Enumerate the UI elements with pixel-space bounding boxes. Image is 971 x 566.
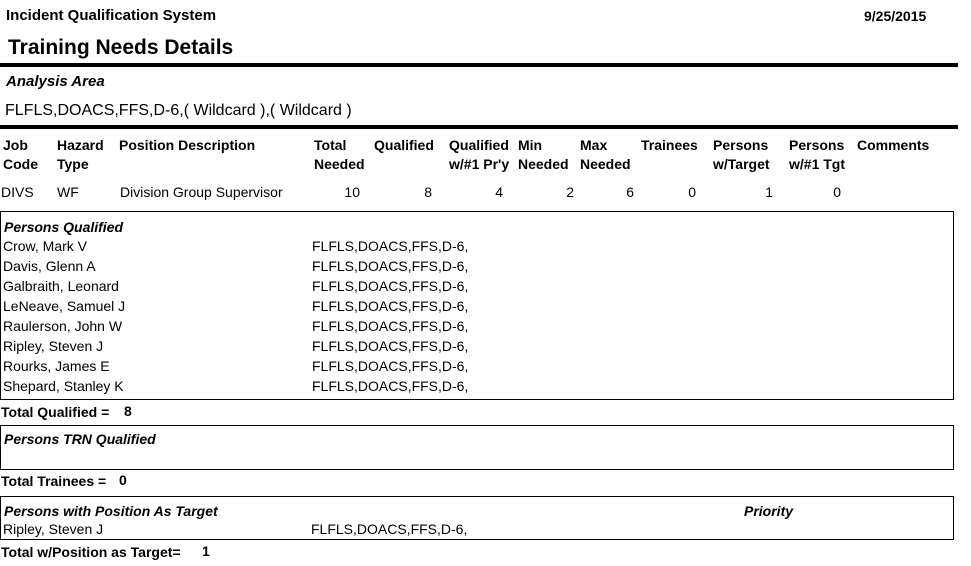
system-title: Incident Qualification System [6, 7, 217, 24]
person-area: FLFLS,DOACS,FFS,D-6, [312, 238, 469, 254]
total-target-value: 1 [202, 543, 210, 559]
col-total-needed: Total Needed [314, 137, 365, 172]
report-date: 9/25/2015 [864, 8, 927, 24]
job-code: DIVS [1, 184, 34, 200]
person-name: Shepard, Stanley K [3, 378, 124, 394]
person-area: FLFLS,DOACS,FFS,D-6, [312, 358, 469, 374]
total-trainees-label: Total Trainees = [1, 473, 107, 489]
person-area: FLFLS,DOACS,FFS,D-6, [312, 378, 469, 394]
person-name: Raulerson, John W [3, 318, 123, 334]
persons-target-heading: Persons with Position As Target [4, 503, 218, 519]
col-qualified-pry: Qualified w/#1 Pr'y [449, 137, 510, 172]
person-name: Ripley, Steven J [3, 338, 104, 354]
qualified-pry-value: 4 [495, 184, 503, 200]
analysis-area-heading: Analysis Area [6, 73, 105, 90]
person-area: FLFLS,DOACS,FFS,D-6, [312, 278, 469, 294]
col-position-description: Position Description [119, 137, 256, 153]
total-needed-value: 10 [344, 184, 360, 200]
hazard-type: WF [57, 184, 79, 200]
analysis-area-value: FLFLS,DOACS,FFS,D-6,( Wildcard ),( Wildcard ) [5, 102, 352, 119]
person-area: FLFLS,DOACS,FFS,D-6, [312, 298, 469, 314]
title-divider [0, 63, 958, 67]
col-min-needed: Min Needed [518, 137, 569, 172]
page-title: Training Needs Details [8, 36, 234, 59]
person-name: Rourks, James E [3, 358, 110, 374]
person-name: Crow, Mark V [3, 238, 88, 254]
total-trainees-value: 0 [119, 472, 127, 488]
col-qualified: Qualified [374, 137, 434, 153]
priority-heading: Priority [744, 503, 794, 519]
total-qualified-label: Total Qualified = [1, 404, 110, 420]
person-name: Davis, Glenn A [3, 258, 96, 274]
total-qualified-value: 8 [124, 403, 132, 419]
person-area: FLFLS,DOACS,FFS,D-6, [312, 258, 469, 274]
position-description: Division Group Supervisor [120, 184, 283, 200]
col-hazard-type: Hazard Type [57, 137, 104, 172]
col-comments: Comments [857, 137, 930, 153]
persons-trn-heading: Persons TRN Qualified [4, 431, 156, 447]
persons-qualified-heading: Persons Qualified [4, 219, 124, 235]
total-target-label: Total w/Position as Target= [1, 544, 181, 560]
persons-qualified-section [0, 211, 954, 400]
persons-tgt-value: 0 [833, 184, 841, 200]
analysis-divider [0, 125, 958, 129]
max-needed-value: 6 [626, 184, 634, 200]
person-area: FLFLS,DOACS,FFS,D-6, [311, 521, 468, 537]
col-max-needed: Max Needed [580, 137, 631, 172]
person-name: Ripley, Steven J [3, 521, 104, 537]
qualified-value: 8 [424, 184, 432, 200]
trainees-value: 0 [688, 184, 696, 200]
persons-target-value: 1 [765, 184, 773, 200]
person-area: FLFLS,DOACS,FFS,D-6, [312, 338, 469, 354]
col-trainees: Trainees [641, 137, 698, 153]
col-persons-tgt: Persons w/#1 Tgt [789, 137, 846, 172]
min-needed-value: 2 [566, 184, 574, 200]
col-job-code: Job Code [3, 137, 38, 172]
person-area: FLFLS,DOACS,FFS,D-6, [312, 318, 469, 334]
col-persons-target: Persons w/Target [713, 137, 770, 172]
person-name: Galbraith, Leonard [3, 278, 119, 294]
person-name: LeNeave, Samuel J [3, 298, 126, 314]
